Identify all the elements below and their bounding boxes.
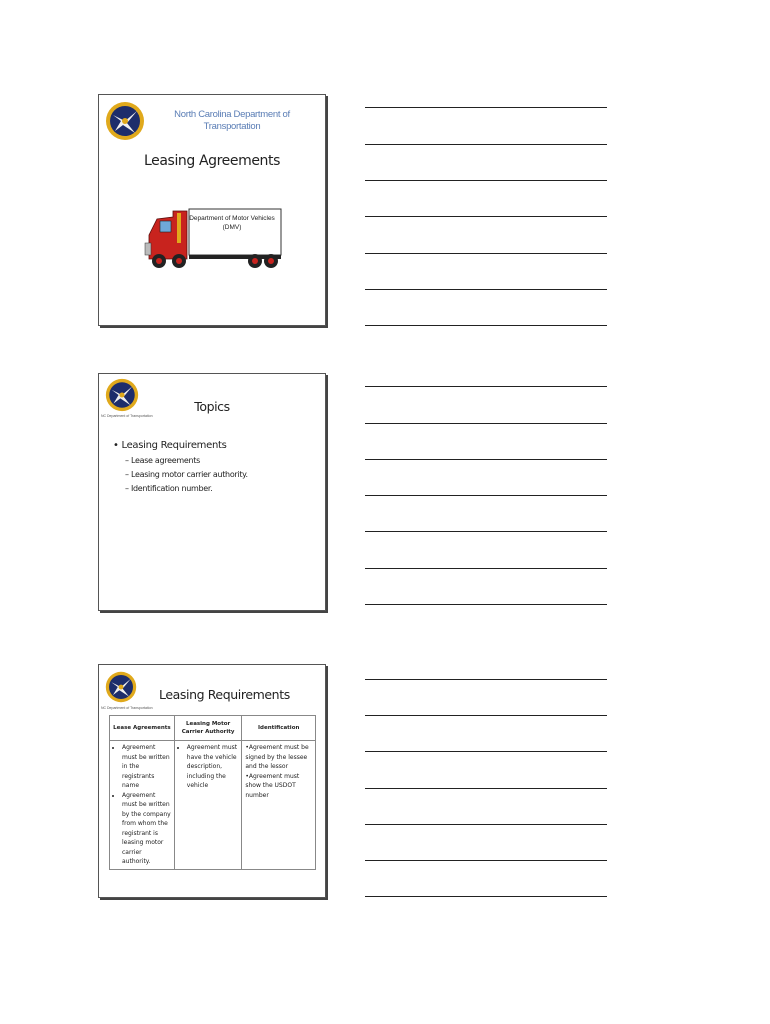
table-cell — [242, 741, 316, 870]
sub-bullet: – Lease agreements — [125, 456, 200, 465]
slide-title: Leasing Agreements — [144, 153, 280, 169]
note-line — [365, 715, 607, 716]
sub-bullet: – Leasing motor carrier authority. — [125, 470, 248, 479]
note-line — [365, 824, 607, 825]
requirements-table — [109, 715, 316, 870]
sub-bullet-text: Leasing motor carrier authority. — [130, 470, 248, 479]
note-line — [365, 788, 607, 789]
note-line — [365, 751, 607, 752]
note-line — [365, 459, 607, 460]
note-line — [365, 289, 607, 290]
table-cell — [110, 741, 175, 870]
note-line — [365, 860, 607, 861]
table-cell — [174, 741, 242, 870]
note-line — [365, 568, 607, 569]
ncdot-logo-icon — [105, 671, 137, 703]
org-name-small: NC Department of Transportation — [101, 414, 153, 418]
list-item: •Agreement must be signed by the lessee and the lessor — [245, 744, 309, 770]
slide-leasing-agreements — [98, 94, 326, 326]
note-line — [365, 107, 607, 108]
table-header: Leasing Motor Carrier Authority — [174, 716, 242, 741]
note-line — [365, 180, 607, 181]
note-line — [365, 896, 607, 897]
note-line — [365, 216, 607, 217]
list-item: • Agreement must have the vehicle description, including the vehicle — [187, 743, 239, 791]
slide-topics — [98, 373, 326, 611]
trailer-line-2: (DMV) — [222, 224, 242, 231]
note-line — [365, 423, 607, 424]
sub-bullet-text: Identification number. — [130, 484, 213, 493]
note-line — [365, 144, 607, 145]
bullet-main: • Leasing Requirements — [113, 440, 227, 451]
note-line — [365, 495, 607, 496]
note-line — [365, 531, 607, 532]
note-line — [365, 604, 607, 605]
slide-title: Leasing Requirements — [159, 687, 290, 702]
list-item: •Agreement must show the USDOT number — [245, 772, 300, 799]
slide-title: Topics — [194, 399, 230, 414]
trailer-line-1: Department of Motor Vehicles — [189, 215, 275, 222]
list-item: • Agreement must be written by the company from whom the registrant is leasing motor carrier authority. — [122, 791, 171, 867]
table-header: Lease Agreements — [110, 716, 175, 741]
org-name: North Carolina Department of Transportation — [174, 109, 290, 132]
ncdot-logo-icon — [105, 101, 145, 141]
org-name-small: NC Department of Transportation — [101, 706, 153, 710]
trailer-label — [189, 214, 275, 232]
bullet-text: Leasing Requirements — [121, 440, 227, 451]
table-header: Identification — [242, 716, 316, 741]
list-item: • Agreement must be written in the registrants name — [122, 743, 171, 791]
slide-leasing-requirements — [98, 664, 326, 898]
sub-bullet: – Identification number. — [125, 484, 213, 493]
note-line — [365, 679, 607, 680]
sub-bullet-text: Lease agreements — [130, 456, 200, 465]
note-line — [365, 386, 607, 387]
topics-list — [113, 440, 248, 498]
note-line — [365, 253, 607, 254]
note-line — [365, 325, 607, 326]
